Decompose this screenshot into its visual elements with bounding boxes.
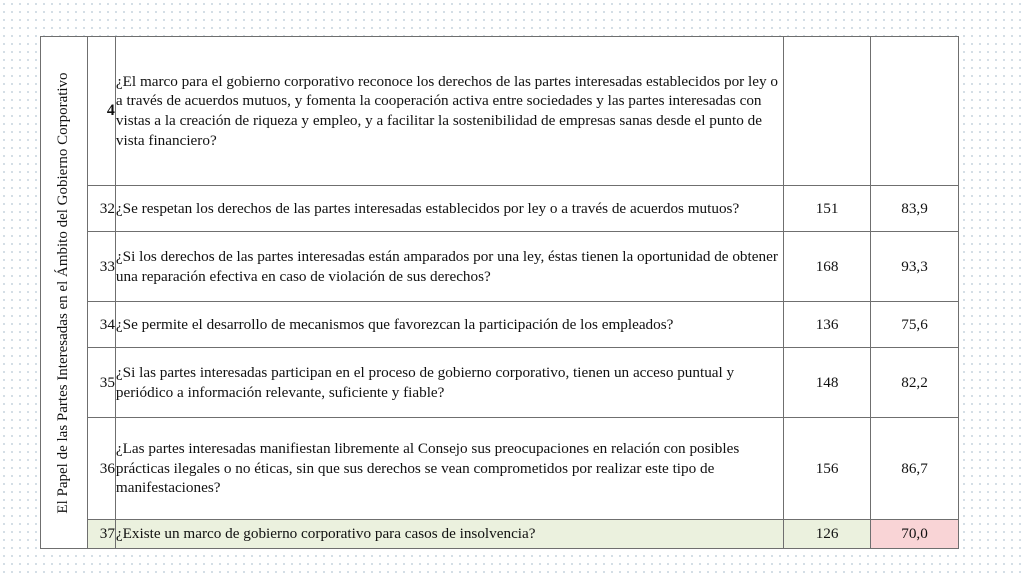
row-count: 156: [784, 418, 871, 520]
row-number: 36: [87, 418, 115, 520]
table-row: [41, 348, 959, 418]
row-percent: 75,6: [871, 302, 959, 348]
row-count: 136: [784, 302, 871, 348]
row-question: ¿Si las partes interesadas participan en el proceso de gobierno corporativo, tienen un acceso puntual y periódico a información relevante, suficiente y fiable?: [115, 348, 783, 418]
row-percent: 82,2: [871, 348, 959, 418]
section-title: El Papel de las Partes Interesadas en el Ámbito del Gobierno Corporativo: [55, 71, 72, 514]
table-row: [41, 418, 959, 520]
principle-text: ¿El marco para el gobierno corporativo reconoce los derechos de las partes interesadas establecidos por ley o a través de acuerdos mutuos, y fomenta la cooperación activa entre sociedades y las partes interesadas con vistas a la creación de riqueza y empleo, y a facilitar la sostenibilidad de empresas sanas desde el punto de vista financiero?: [115, 37, 783, 186]
row-number: 34: [87, 302, 115, 348]
row-question: ¿Se respetan los derechos de las partes interesadas establecidos por ley o a través de acuerdos mutuos?: [115, 186, 783, 232]
row-percent: 83,9: [871, 186, 959, 232]
row-percent-low: 70,0: [871, 520, 959, 549]
row-count: 168: [784, 232, 871, 302]
principle-count: [784, 37, 871, 186]
row-question: ¿Si los derechos de las partes interesadas están amparados por una ley, éstas tienen la oportunidad de obtener una reparación efectiva en caso de violación de sus derechos?: [115, 232, 783, 302]
table-row-highlighted: [41, 520, 959, 549]
table-row: [41, 302, 959, 348]
survey-table: [40, 36, 959, 549]
row-number: 37: [87, 520, 115, 549]
row-question: ¿Las partes interesadas manifiestan libremente al Consejo sus preocupaciones en relación con posibles prácticas ilegales o no éticas, sin que sus derechos se vean comprometidos por realizar este tipo de manifestaciones?: [115, 418, 783, 520]
section-title-cell: [41, 37, 88, 549]
row-number: 32: [87, 186, 115, 232]
row-percent: 86,7: [871, 418, 959, 520]
row-question: ¿Se permite el desarrollo de mecanismos que favorezcan la participación de los empleados?: [115, 302, 783, 348]
row-number: 33: [87, 232, 115, 302]
row-percent: 93,3: [871, 232, 959, 302]
principle-number: 4: [87, 37, 115, 186]
table-row: [41, 186, 959, 232]
row-question: ¿Existe un marco de gobierno corporativo para casos de insolvencia?: [115, 520, 783, 549]
table-row: [41, 232, 959, 302]
row-count: 148: [784, 348, 871, 418]
principle-row: [41, 37, 959, 186]
principle-percent: [871, 37, 959, 186]
row-count: 151: [784, 186, 871, 232]
row-number: 35: [87, 348, 115, 418]
row-count: 126: [784, 520, 871, 549]
